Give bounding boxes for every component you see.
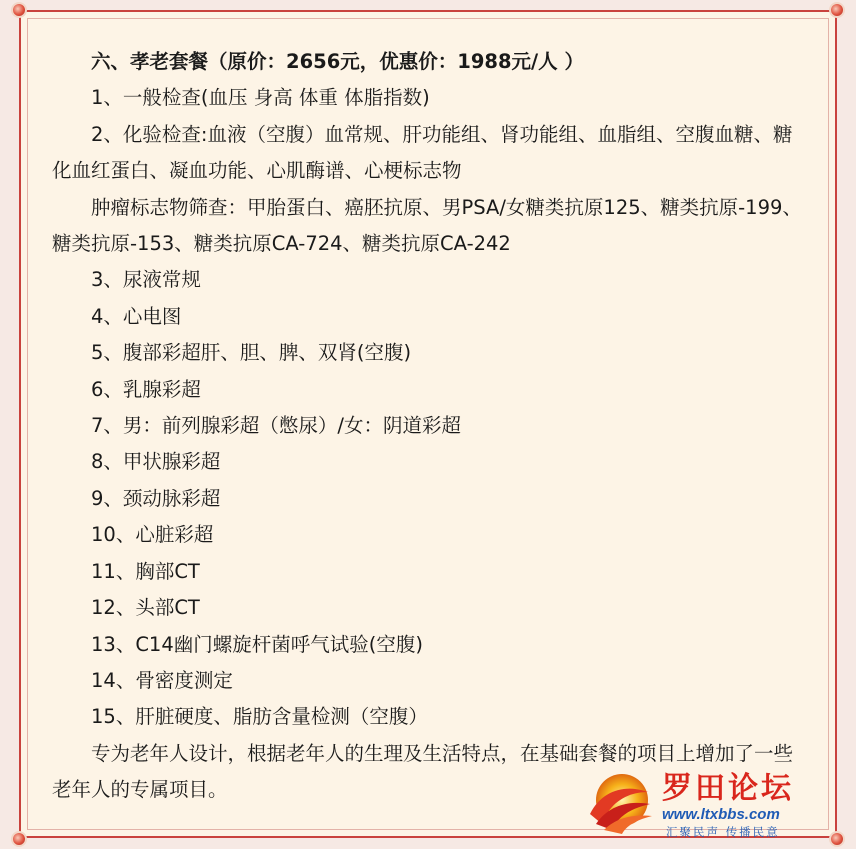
paragraph: 6、乳腺彩超 bbox=[91, 377, 201, 401]
section-heading: 六、孝老套餐（原价：2656元，优惠价：1988元/人 ） bbox=[91, 50, 584, 73]
paragraph: 11、胸部CT bbox=[91, 559, 200, 583]
paragraph: 8、甲状腺彩超 bbox=[91, 450, 221, 474]
paragraph: 9、颈动脉彩超 bbox=[91, 486, 221, 510]
paragraph: 4、心电图 bbox=[91, 304, 182, 328]
paragraph: 5、腹部彩超肝、胆、脾、双肾(空腹) bbox=[91, 341, 412, 365]
paragraph: 15、肝脏硬度、脂肪含量检测（空腹） bbox=[91, 705, 428, 729]
forum-slogan: 汇聚民声 传播民意 bbox=[666, 825, 780, 839]
document-body bbox=[52, 44, 804, 809]
paragraph: 13、C14幽门螺旋杆菌呼气试验(空腹) bbox=[91, 632, 423, 656]
corner-ornament-icon bbox=[11, 2, 27, 18]
corner-ornament-icon bbox=[11, 831, 27, 847]
corner-ornament-icon bbox=[829, 2, 845, 18]
paragraph: 专为老年人设计，根据老年人的生理及生活特点，在基础套餐的项目上增加了一些老年人的专属项目。 bbox=[52, 741, 794, 802]
paragraph: 3、尿液常规 bbox=[91, 268, 201, 292]
paragraph: 1、一般检查(血压 身高 体重 体脂指数) bbox=[91, 86, 430, 110]
forum-watermark-logo bbox=[582, 770, 838, 842]
forum-name: 罗田论坛 bbox=[662, 771, 794, 806]
forum-emblem-icon bbox=[582, 770, 656, 836]
paragraph: 7、男：前列腺彩超（憋尿）/女：阴道彩超 bbox=[91, 414, 461, 438]
forum-url: www.ltxbbs.com bbox=[662, 806, 780, 823]
paragraph: 14、骨密度测定 bbox=[91, 668, 233, 692]
paragraph: 肿瘤标志物筛查：甲胎蛋白、癌胚抗原、男PSA/女糖类抗原125、糖类抗原-199、糖类抗原-153、糖类抗原CA-724、糖类抗原CA-242 bbox=[52, 195, 802, 256]
paragraph: 12、头部CT bbox=[91, 596, 200, 620]
paragraph: 10、心脏彩超 bbox=[91, 523, 214, 547]
paragraph: 2、化验检查:血液（空腹）血常规、肝功能组、肾功能组、血脂组、空腹血糖、糖化血红蛋白、凝血功能、心肌酶谱、心梗标志物 bbox=[52, 122, 793, 183]
